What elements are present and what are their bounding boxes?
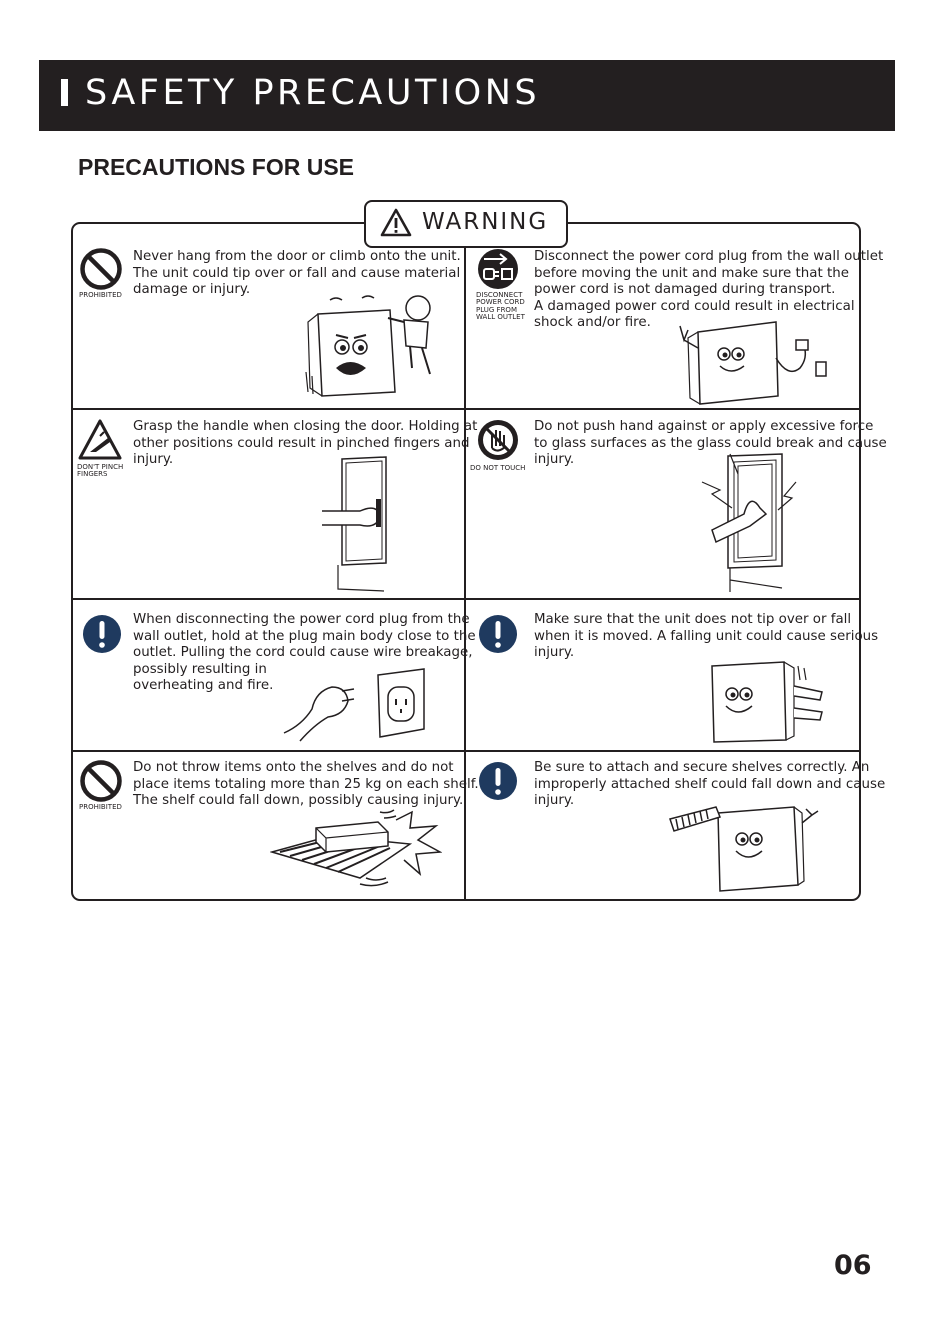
table-row-divider xyxy=(71,408,861,410)
unit-unplugged-illustration xyxy=(668,318,833,406)
header-bar xyxy=(39,60,895,131)
icon-caption: DO NOT TOUCH xyxy=(470,464,526,472)
mandatory-icon xyxy=(476,759,520,803)
heavy-item-on-shelf-illustration xyxy=(270,808,442,890)
warning-header-box xyxy=(364,200,568,248)
cell-text: When disconnecting the power cord plug from the wall outlet, hold at the plug main body close to the outlet. Pulling the cord could cause wire breakage, possibly resulting in overheating and fire. xyxy=(133,612,476,694)
shelf-installation-illustration xyxy=(666,803,824,893)
door-handle-illustration xyxy=(320,455,392,593)
warning-label: WARNING xyxy=(422,209,549,235)
cell-text: Never hang from the door or climb onto the unit. The unit could tip over or fall and cause material damage or injury. xyxy=(133,249,461,298)
unplug-icon xyxy=(476,247,520,291)
dont-pinch-fingers-icon xyxy=(78,418,122,462)
cell-text: Do not throw items onto the shelves and do not place items totaling more than 25 kg on each shelf. The shelf could fall down, possibly causing injury. xyxy=(133,760,479,809)
icon-caption: DON'T PINCH FINGERS xyxy=(77,463,124,479)
cell-text: Disconnect the power cord plug from the wall outlet before moving the unit and make sure that the power cord is not damaged during transport. A damaged power cord could result in electrical shock and/or fire. xyxy=(534,249,884,331)
icon-caption: PROHIBITED xyxy=(79,803,122,811)
icon-caption: PROHIBITED xyxy=(79,291,122,299)
hand-on-glass-illustration xyxy=(700,452,815,594)
unplugging-plug-illustration xyxy=(282,665,430,745)
header-accent-mark xyxy=(61,79,68,106)
warning-triangle-icon xyxy=(380,208,412,238)
mandatory-icon xyxy=(476,612,520,656)
page-title: SAFETY PRECAUTIONS xyxy=(85,73,541,113)
table-row-divider xyxy=(71,750,861,752)
cell-text: Be sure to attach and secure shelves correctly. An improperly attached shelf could fall down and cause injury. xyxy=(534,760,886,809)
child-climbing-unit-illustration xyxy=(300,292,445,400)
table-row-divider xyxy=(71,598,861,600)
cell-text: Make sure that the unit does not tip over or fall when it is moved. A falling unit could cause serious injury. xyxy=(534,612,879,661)
do-not-touch-icon xyxy=(476,418,520,462)
mandatory-icon xyxy=(80,612,124,656)
cell-text: Grasp the handle when closing the door. Holding at other positions could result in pinched fingers and injury. xyxy=(133,419,478,468)
cell-text: Do not push hand against or apply excessive force to glass surfaces as the glass could break and cause injury. xyxy=(534,419,887,468)
prohibited-icon xyxy=(79,759,123,803)
icon-caption: DISCONNECT POWER CORD PLUG FROM WALL OUTLET xyxy=(476,291,525,322)
section-title: PRECAUTIONS FOR USE xyxy=(78,154,355,180)
unit-moving-illustration xyxy=(700,658,825,744)
prohibited-icon xyxy=(79,247,123,291)
page-number: 06 xyxy=(834,1250,872,1281)
